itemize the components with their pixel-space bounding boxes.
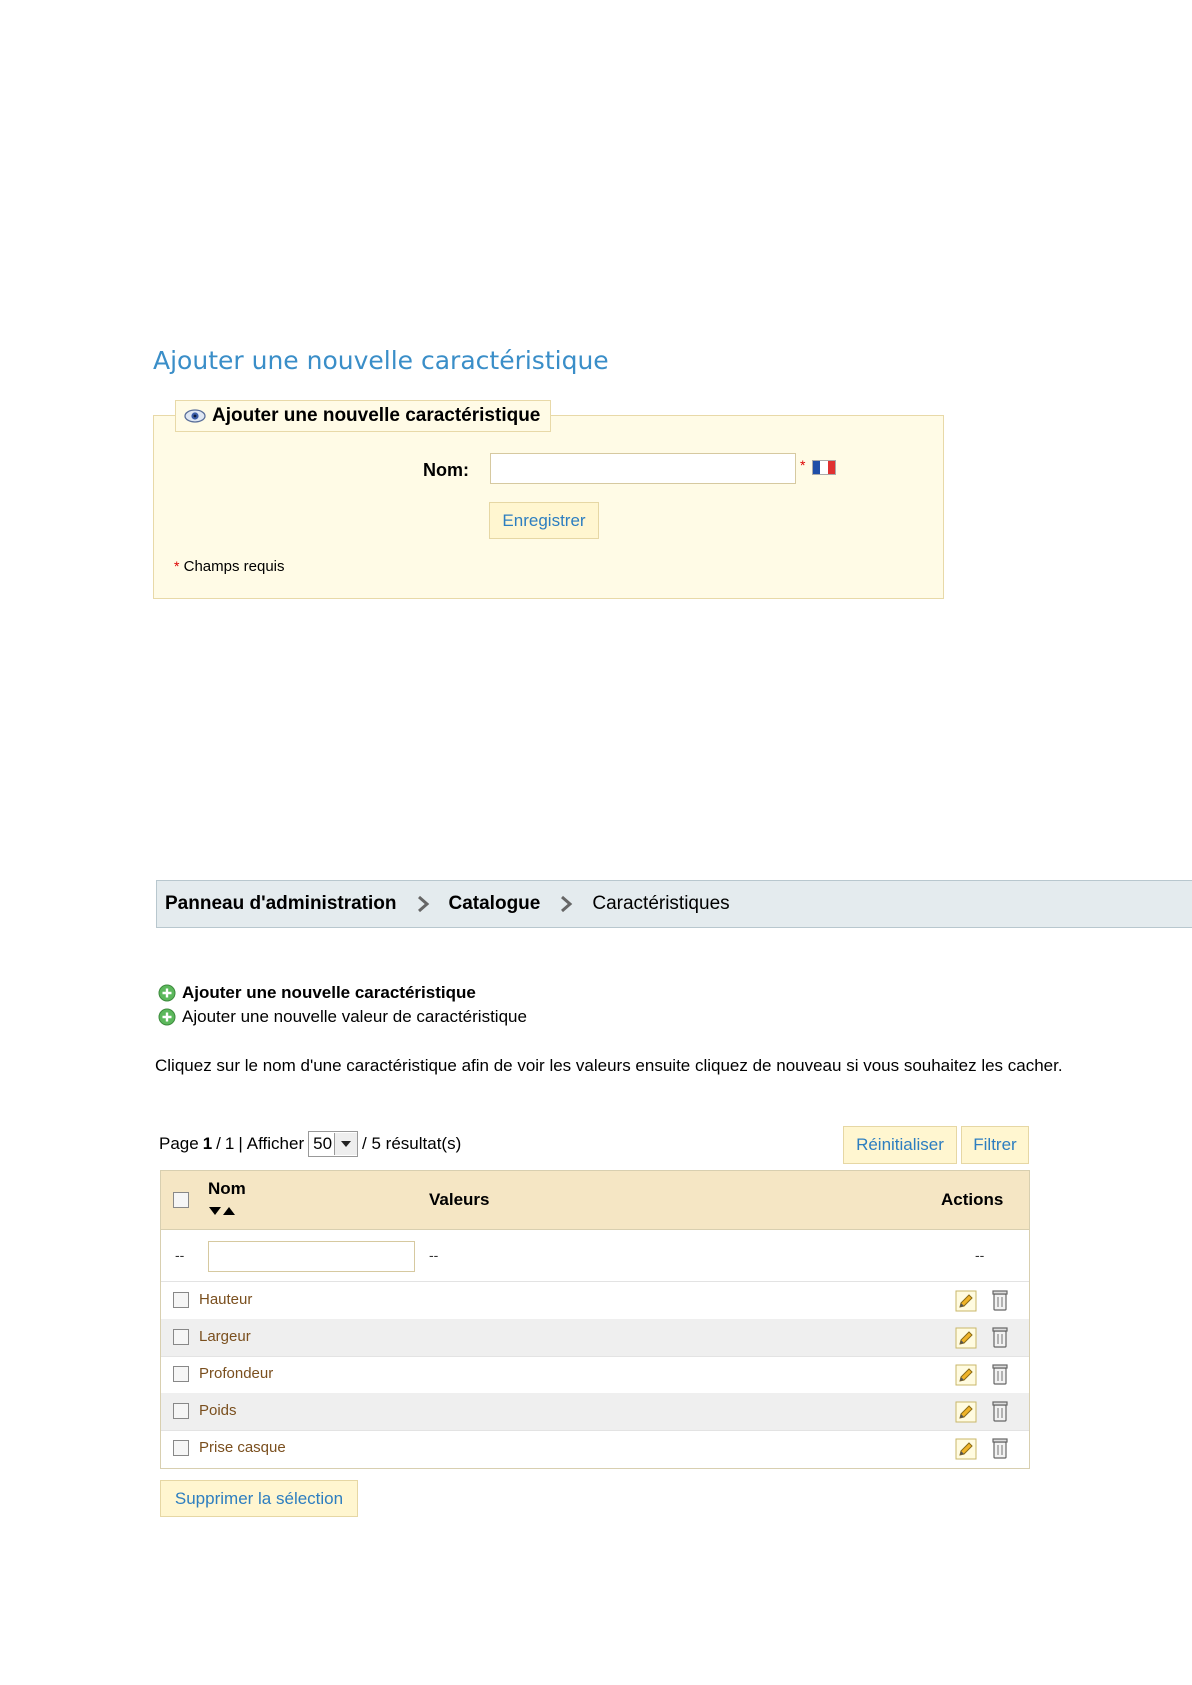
per-page-value: 50 — [313, 1134, 333, 1153]
features-table — [160, 1170, 1030, 1469]
name-input[interactable] — [490, 453, 796, 484]
eye-icon — [184, 409, 206, 423]
flag-white — [820, 461, 827, 474]
feature-name-link[interactable]: Largeur — [199, 1328, 251, 1345]
feature-name-link[interactable]: Profondeur — [199, 1365, 274, 1382]
name-filter-input[interactable] — [208, 1241, 415, 1272]
show-label: Afficher — [246, 1134, 305, 1153]
breadcrumb — [156, 880, 1192, 928]
page-word: Page — [159, 1134, 199, 1153]
legend-text: Ajouter une nouvelle caractéristique — [212, 405, 541, 426]
add-circle-icon — [158, 984, 176, 1002]
total-pages: 1 — [224, 1134, 235, 1153]
required-note — [174, 558, 285, 575]
edit-pencil-icon[interactable] — [955, 1401, 977, 1423]
table-row — [161, 1393, 1029, 1431]
pipe-separator: | — [238, 1134, 243, 1153]
breadcrumb-item-features: Caractéristiques — [592, 893, 730, 914]
help-text: Cliquez sur le nom d'une caractéristique afin de voir les valeurs ensuite cliquez de nouveau si vous souhaitez les cacher. — [155, 1056, 1063, 1075]
table-header — [161, 1171, 1029, 1230]
breadcrumb-item-admin[interactable]: Panneau d'administration — [165, 893, 397, 914]
feature-name-link[interactable]: Poids — [199, 1402, 237, 1419]
trash-icon[interactable] — [991, 1326, 1009, 1348]
name-label: Nom: — [423, 460, 469, 480]
row-checkbox[interactable] — [173, 1329, 189, 1345]
row-checkbox[interactable] — [173, 1292, 189, 1308]
header-values: Valeurs — [429, 1190, 490, 1209]
page-separator: / — [216, 1134, 221, 1153]
trash-icon[interactable] — [991, 1400, 1009, 1422]
pagination — [159, 1131, 461, 1157]
trash-icon[interactable] — [991, 1437, 1009, 1459]
filter-row — [161, 1229, 1029, 1282]
dropdown-arrow-icon[interactable] — [334, 1133, 357, 1155]
select-all-checkbox[interactable] — [173, 1192, 189, 1208]
edit-pencil-icon[interactable] — [955, 1438, 977, 1460]
filter-button[interactable]: Filtrer — [961, 1126, 1029, 1164]
feature-name-link[interactable]: Hauteur — [199, 1291, 253, 1308]
add-feature-value-link-text: Ajouter une nouvelle valeur de caractéristique — [182, 1007, 527, 1026]
feature-name-link[interactable]: Prise casque — [199, 1439, 286, 1456]
row-checkbox[interactable] — [173, 1366, 189, 1382]
chevron-right-icon — [558, 895, 574, 913]
french-flag-icon[interactable] — [812, 460, 836, 475]
table-row — [161, 1356, 1029, 1394]
edit-pencil-icon[interactable] — [955, 1290, 977, 1312]
fieldset-legend — [175, 400, 551, 432]
add-feature-value-link[interactable] — [158, 1007, 527, 1027]
table-row — [161, 1430, 1029, 1467]
add-feature-link-text: Ajouter une nouvelle caractéristique — [182, 983, 476, 1002]
filter-dash: -- — [975, 1247, 985, 1263]
breadcrumb-item-catalogue[interactable]: Catalogue — [448, 893, 541, 914]
current-page: 1 — [202, 1134, 213, 1153]
filter-dash: -- — [175, 1247, 185, 1263]
trash-icon[interactable] — [991, 1289, 1009, 1311]
required-note-star: * — [174, 558, 180, 574]
edit-pencil-icon[interactable] — [955, 1327, 977, 1349]
results-count: / 5 résultat(s) — [362, 1134, 462, 1153]
filter-dash: -- — [429, 1247, 439, 1263]
per-page-select[interactable] — [308, 1131, 358, 1157]
required-star: * — [800, 457, 806, 473]
sort-desc-icon[interactable] — [209, 1207, 221, 1215]
trash-icon[interactable] — [991, 1363, 1009, 1385]
row-checkbox[interactable] — [173, 1403, 189, 1419]
add-circle-icon — [158, 1008, 176, 1026]
required-note-text: Champs requis — [183, 558, 285, 575]
header-name[interactable]: Nom — [208, 1179, 246, 1198]
header-actions: Actions — [941, 1190, 1004, 1209]
sort-asc-icon[interactable] — [223, 1207, 235, 1215]
flag-red — [828, 461, 835, 474]
delete-selection-button[interactable]: Supprimer la sélection — [160, 1480, 358, 1517]
row-checkbox[interactable] — [173, 1440, 189, 1456]
sort-arrows — [209, 1207, 235, 1215]
chevron-right-icon — [415, 895, 431, 913]
save-button[interactable]: Enregistrer — [489, 502, 599, 539]
page-title: Ajouter une nouvelle caractéristique — [153, 346, 609, 375]
table-row — [161, 1319, 1029, 1357]
flag-blue — [813, 461, 820, 474]
edit-pencil-icon[interactable] — [955, 1364, 977, 1386]
table-row — [161, 1282, 1029, 1320]
reset-button[interactable]: Réinitialiser — [843, 1126, 957, 1164]
add-feature-link[interactable] — [158, 983, 476, 1003]
